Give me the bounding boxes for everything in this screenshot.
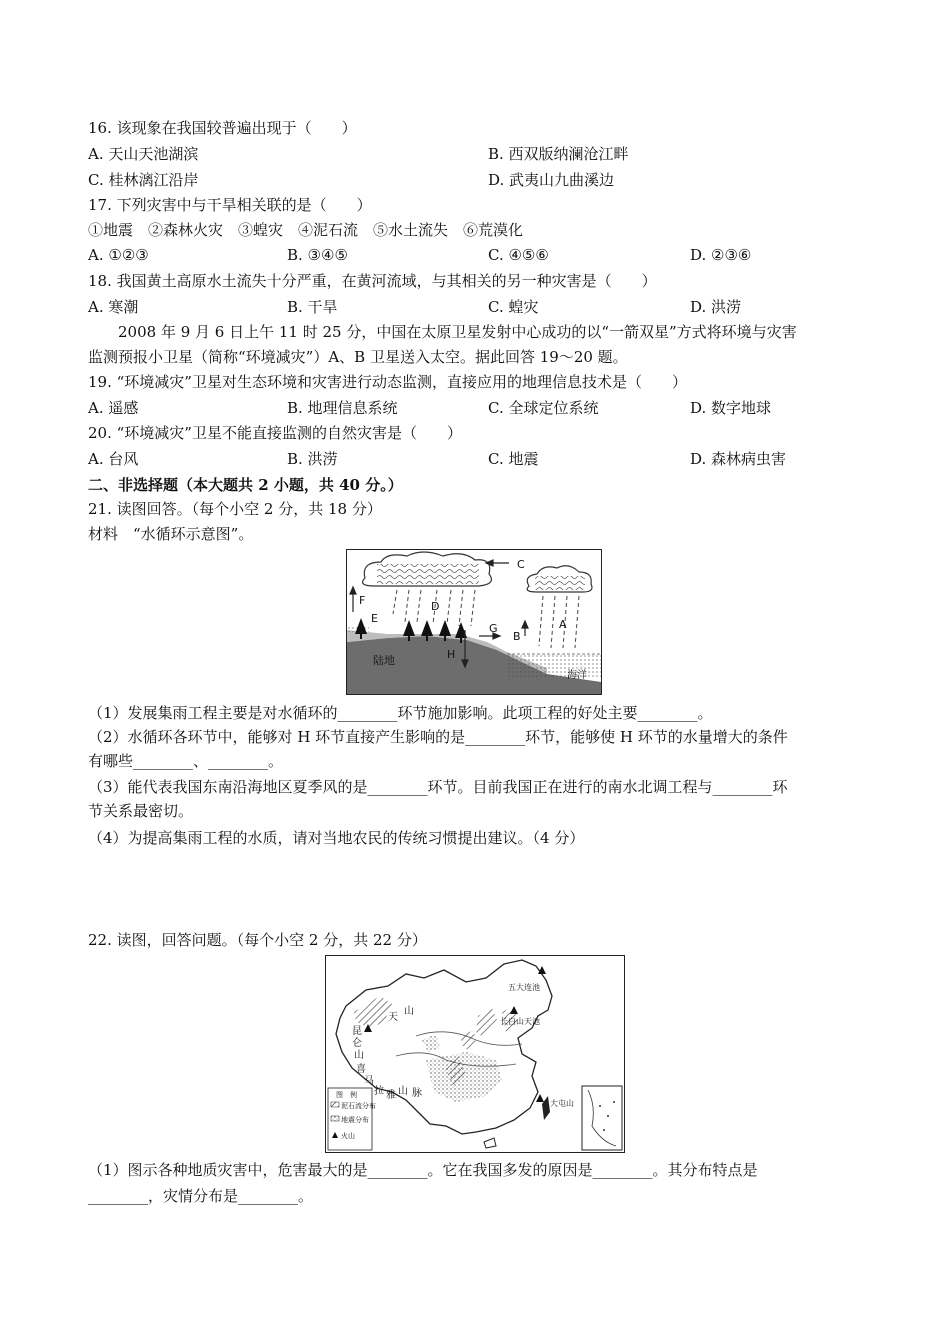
- legend-volcano: 火山: [341, 1132, 355, 1140]
- q21-sub3-line1: （3）能代表我国东南沿海地区夏季风的是________环节。目前我国正在进行的南水北调工程与________环: [88, 778, 788, 796]
- water-cycle-diagram: [346, 549, 602, 695]
- label-f: F: [359, 594, 366, 607]
- q18-option-b: B. 干旱: [287, 298, 338, 316]
- q18-stem: 18. 我国黄土高原水土流失十分严重，在黄河流域，与其相关的另一种灾害是（ ）: [88, 272, 657, 290]
- q22-stem: 22. 读图，回答问题。（每个小空 2 分，共 22 分）: [88, 931, 427, 949]
- q16-option-d: D. 武夷山九曲溪边: [488, 171, 615, 189]
- label-himalaya-6: 脉: [412, 1088, 422, 1099]
- legend-earthquake: 地震分布: [341, 1116, 369, 1124]
- label-c: C: [517, 558, 525, 571]
- label-himalaya-1: 喜: [356, 1064, 366, 1075]
- legend-title: 图 例: [336, 1091, 357, 1099]
- q19-stem: 19. “环境减灾”卫星对生态环境和灾害进行动态监测，直接应用的地理信息技术是（ ）: [88, 373, 687, 391]
- label-changbai: 长白山天池: [500, 1017, 540, 1026]
- q16-option-c: C. 桂林漓江沿岸: [88, 171, 199, 189]
- label-himalaya-4: 雅: [386, 1090, 396, 1101]
- q17-option-c: C. ④⑤⑥: [488, 246, 549, 264]
- q21-sub3-line2: 节关系最密切。: [88, 802, 194, 820]
- q21-sub2-line2: 有哪些________、________。: [88, 752, 284, 770]
- q20-option-d: D. 森林病虫害: [690, 450, 787, 468]
- label-datun: 大屯山: [550, 1099, 574, 1108]
- label-tianshan-2: 山: [404, 1006, 414, 1017]
- passage-line-1: 2008 年 9 月 6 日上午 11 时 25 分，中国在太原卫星发射中心成功的以“一箭双星”方式将环境与灾害: [118, 323, 797, 341]
- label-ocean: 海洋: [567, 670, 587, 681]
- label-himalaya-2: 马: [364, 1076, 374, 1087]
- q18-option-a: A. 寒潮: [88, 298, 139, 316]
- q16-option-b: B. 西双版纳澜沧江畔: [488, 145, 629, 163]
- label-a: A: [559, 618, 567, 631]
- q19-option-a: A. 遥感: [88, 399, 139, 417]
- q16-option-a: A. 天山天池湖滨: [88, 145, 199, 163]
- label-himalaya-5: 山: [398, 1086, 408, 1097]
- q18-option-d: D. 洪涝: [690, 298, 742, 316]
- label-tianshan-1: 天: [388, 1012, 398, 1023]
- label-h: H: [447, 648, 456, 661]
- q21-material: 材料 “水循环示意图”。: [88, 525, 254, 543]
- label-kunlun-2: 仑: [352, 1038, 362, 1049]
- china-geohazard-map: [325, 955, 625, 1153]
- q21-sub2-line1: （2）水循环各环节中，能够对 H 环节直接产生影响的是________环节，能够使 H 环节的水量增大的条件: [88, 728, 788, 746]
- q21-stem: 21. 读图回答。（每个小空 2 分，共 18 分）: [88, 500, 382, 518]
- passage-line-2: 监测预报小卫星（简称“环境减灾”）A、B 卫星送入太空。据此回答 19～20 题。: [88, 348, 628, 366]
- label-d: D: [431, 600, 440, 613]
- q20-option-a: A. 台风: [88, 450, 139, 468]
- q17-stem: 17. 下列灾害中与干旱相关联的是（ ）: [88, 196, 372, 214]
- q17-option-b: B. ③④⑤: [287, 246, 348, 264]
- q21-sub1: （1）发展集雨工程主要是对水循环的________环节施加影响。此项工程的好处主要________。: [88, 704, 713, 722]
- q19-option-c: C. 全球定位系统: [488, 399, 599, 417]
- label-e: E: [371, 612, 378, 625]
- section-heading: 二、非选择题（本大题共 2 小题，共 40 分。）: [88, 476, 403, 494]
- q20-option-b: B. 洪涝: [287, 450, 338, 468]
- q20-stem: 20. “环境减灾”卫星不能直接监测的自然灾害是（ ）: [88, 424, 462, 442]
- label-himalaya-3: 拉: [374, 1086, 384, 1097]
- q22-sub1-line1: （1）图示各种地质灾害中，危害最大的是________。它在我国多发的原因是________。其分布特点是: [88, 1161, 758, 1179]
- q22-sub1-line2: ________，灾情分布是________。: [88, 1187, 314, 1205]
- legend-debris-flow: 泥石流分布: [341, 1102, 376, 1110]
- q19-option-d: D. 数字地球: [690, 399, 772, 417]
- label-wudalianchi: 五大连池: [508, 983, 540, 992]
- label-b: B: [513, 630, 521, 643]
- q17-items: ①地震 ②森林火灾 ③蝗灾 ④泥石流 ⑤水土流失 ⑥荒漠化: [88, 221, 524, 239]
- q19-option-b: B. 地理信息系统: [287, 399, 398, 417]
- q18-option-c: C. 蝗灾: [488, 298, 539, 316]
- label-g: G: [489, 622, 498, 635]
- q17-option-a: A. ①②③: [88, 246, 149, 264]
- q17-option-d: D. ②③⑥: [690, 246, 752, 264]
- q16-stem: 16. 该现象在我国较普遍出现于（ ）: [88, 119, 357, 137]
- label-kunlun-1: 昆: [352, 1026, 362, 1037]
- label-land: 陆地: [373, 654, 395, 667]
- q20-option-c: C. 地震: [488, 450, 539, 468]
- label-kunlun-3: 山: [354, 1050, 364, 1061]
- q21-sub4: （4）为提高集雨工程的水质，请对当地农民的传统习惯提出建议。（4 分）: [88, 829, 585, 847]
